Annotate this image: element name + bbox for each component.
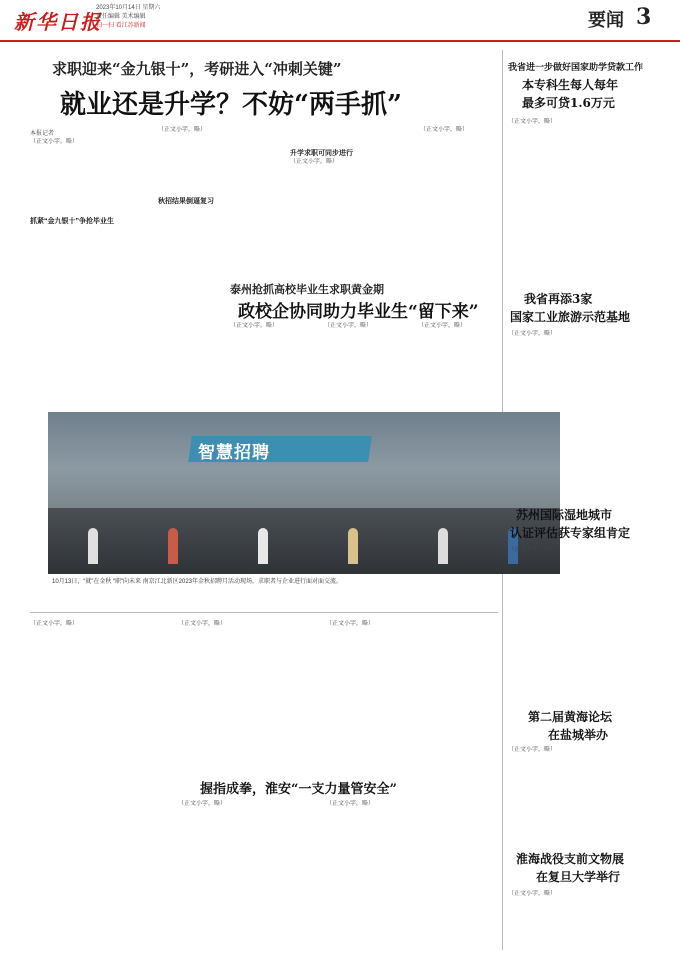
story2-kicker: 泰州抢抓高校毕业生求职黄金期 [230, 283, 384, 296]
right-story2-headline-line1: 我省再添3家 [524, 292, 593, 306]
feature-body-col4: （正文小字，略） [420, 127, 469, 133]
masthead-editors: 责任编辑 美术编辑 [96, 14, 146, 20]
photo-crowd [48, 508, 560, 574]
right-headline-line2: 最多可贷1.6万元 [522, 96, 615, 110]
right-story2-headline-line2: 国家工业旅游示范基地 [510, 310, 631, 324]
feature-crosshead-2: 秋招结果倒逼复习 [158, 198, 214, 205]
masthead [0, 0, 680, 42]
story3-body-col1: （正文小字，略） [178, 801, 227, 807]
right-kicker: 我省进一步做好国家助学贷款工作 [508, 63, 644, 73]
story2-title: 政校企协同助力毕业生“留下来” [238, 302, 479, 322]
photo-person [438, 528, 448, 564]
feature-crosshead-3: 升学求职可同步进行 [290, 150, 353, 157]
photo-person [348, 528, 358, 564]
photo-person [258, 528, 268, 564]
right-story3-headline-line2: 认证评估获专家组肯定 [510, 526, 631, 540]
masthead-info [96, 4, 160, 31]
feature-byline: 本报记者 [30, 131, 55, 137]
section-label: 要闻 [588, 10, 624, 31]
feature-subtitle: 求职迎来“金九银十”，考研进入“冲刺关键” [52, 60, 342, 78]
right-body-1: （正文小字，略） [508, 119, 557, 125]
story2-body-col1: （正文小字，略） [230, 323, 279, 329]
story3-body-col2: （正文小字，略） [326, 801, 375, 807]
right-story5-headline-line1: 淮海战役支前文物展 [516, 852, 625, 866]
feature-title: 就业还是升学？不妨“两手抓” [60, 90, 402, 120]
right-body-2: （正文小字，略） [508, 331, 557, 337]
right-story4-headline-line2: 在盐城举办 [548, 728, 609, 742]
feature-body-col3: （正文小字，略） [290, 159, 339, 165]
news-photo [48, 412, 560, 574]
story3-title: 握指成拳，淮安“一支力量管安全” [200, 782, 397, 797]
masthead-scan-prompt: 扫一扫 看江苏新闻 [96, 23, 146, 29]
story2-body-col3: （正文小字，略） [418, 323, 467, 329]
right-body-5: （正文小字，略） [508, 891, 557, 897]
photo-person [168, 528, 178, 564]
photo-caption: 10月13日，“就”在金秋 “职”向未来 南京江北新区2023年金秋招聘月活动现场，求职者与企业进行面对面交流。 [52, 579, 343, 585]
story2-body-col2: （正文小字，略） [324, 323, 373, 329]
right-body-4: （正文小字，略） [508, 747, 557, 753]
lower-body-col2: （正文小字，略） [178, 621, 227, 627]
right-body-3: （正文小字，略） [508, 547, 557, 553]
photo-person [88, 528, 98, 564]
right-story5-headline-line2: 在复旦大学举行 [536, 870, 621, 884]
right-story3-headline-line1: 苏州国际湿地城市 [516, 508, 613, 522]
right-headline-line1: 本专科生每人每年 [522, 78, 619, 92]
section-rule [30, 612, 498, 613]
lower-body-col3: （正文小字，略） [326, 621, 375, 627]
feature-body-col1: （正文小字，略） [30, 139, 79, 145]
lower-body-col1: （正文小字，略） [30, 621, 79, 627]
newspaper-logo: 新华日报 [14, 10, 102, 34]
feature-body-col2: （正文小字，略） [158, 127, 207, 133]
feature-crosshead-1: 抓紧“金九银十”争抢毕业生 [30, 218, 114, 225]
photo-banner-text: 智慧招聘 [198, 443, 270, 462]
page-number: 3 [636, 4, 652, 30]
masthead-date: 2023年10月14日 星期六 [96, 5, 161, 11]
right-story4-headline-line1: 第二届黄海论坛 [528, 710, 613, 724]
